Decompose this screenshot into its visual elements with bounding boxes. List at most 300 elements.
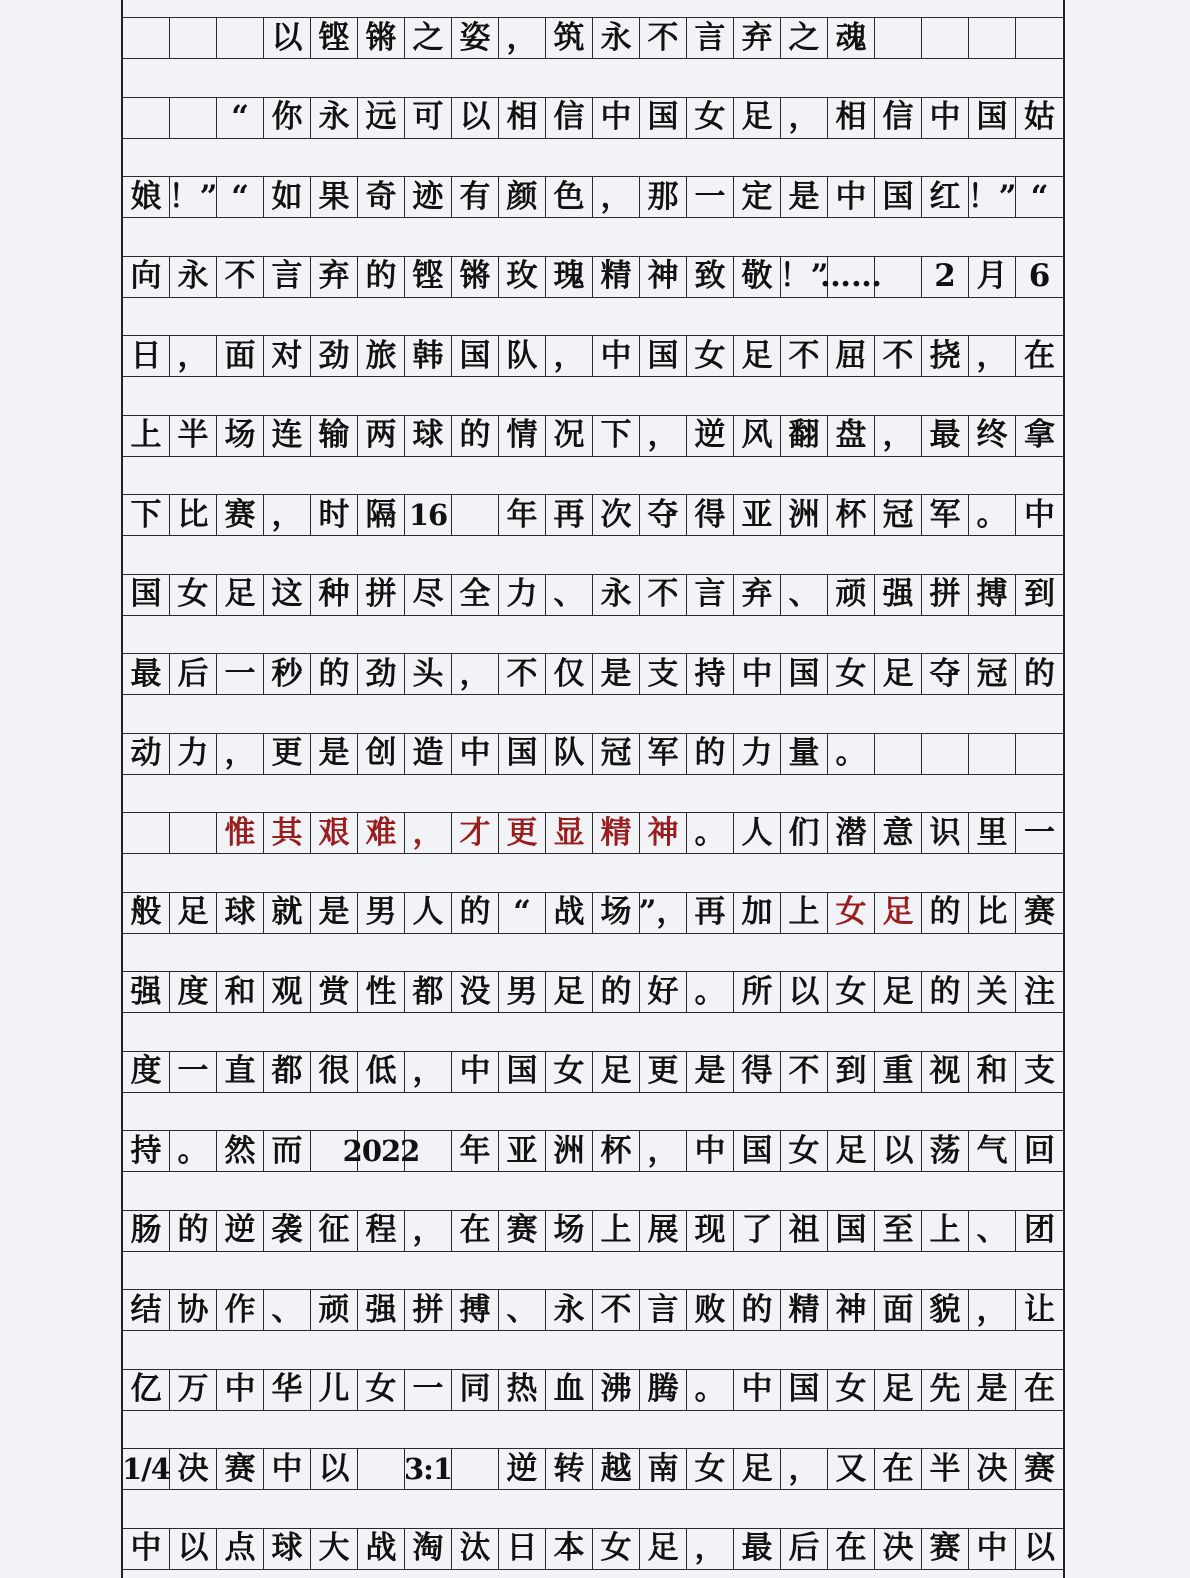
grid-cell: …… <box>828 257 875 297</box>
grid-cell: 弃 <box>311 257 358 297</box>
grid-cell: ， <box>499 18 546 58</box>
grid-cell: 创 <box>358 734 405 774</box>
grid-cell: 不 <box>640 575 687 615</box>
grid-cell: 杯 <box>828 495 875 535</box>
grid-cell: 女 <box>687 1449 734 1489</box>
grid-cell <box>123 813 170 853</box>
grid-cell: 两 <box>358 416 405 456</box>
grid-cell: 冠 <box>875 495 922 535</box>
grid-cell <box>969 734 1016 774</box>
grid-cell: 亚 <box>734 495 781 535</box>
grid-cell: 量 <box>781 734 828 774</box>
grid-cell: 足 <box>734 98 781 138</box>
grid-cell: 16 <box>405 495 452 535</box>
grid-cell: 搏 <box>452 1290 499 1330</box>
grid-cell: 强 <box>123 972 170 1012</box>
grid-cell: 国 <box>781 1370 828 1410</box>
grid-cell: 腾 <box>640 1370 687 1410</box>
grid-cell: 拿 <box>1024 417 1055 453</box>
grid-cell: 半 <box>922 1449 969 1489</box>
grid-cell: 年 <box>452 1131 499 1171</box>
grid-cell: 、 <box>781 575 828 615</box>
grid-cell: 华 <box>264 1370 311 1410</box>
grid-cell: 顽 <box>828 575 875 615</box>
grid-row <box>123 335 1063 377</box>
grid-cell: 输 <box>311 416 358 456</box>
grid-cell: 在 <box>1024 1371 1055 1407</box>
grid-cell: 神 <box>640 813 687 853</box>
grid-cell: 足 <box>875 972 922 1012</box>
grid-cell: 言 <box>687 18 734 58</box>
grid-cell: 种 <box>311 575 358 615</box>
grid-cell: 在 <box>1024 337 1055 374</box>
grid-cell: 程 <box>358 1211 405 1251</box>
grid-cell: 月 <box>969 257 1016 297</box>
grid-cell: 劲 <box>311 336 358 376</box>
grid-cell: 然 <box>217 1131 264 1171</box>
grid-cell: 、 <box>264 1290 311 1330</box>
grid-cell: 年 <box>499 495 546 535</box>
grid-cell: 国 <box>499 1052 546 1092</box>
grid-cell: 赛 <box>217 495 264 535</box>
grid-cell: 所 <box>734 972 781 1012</box>
grid-cell: 。 <box>687 1370 734 1410</box>
grid-cell: 中 <box>922 98 969 138</box>
grid-cell: 顽 <box>311 1290 358 1330</box>
grid-cell: 姑 <box>1024 99 1055 135</box>
grid-cell: 中 <box>687 1131 734 1171</box>
grid-cell: 以 <box>1024 1530 1055 1566</box>
grid-cell: 不 <box>781 1052 828 1092</box>
grid-cell: 的 <box>170 1211 217 1251</box>
grid-cell: 筑 <box>546 18 593 58</box>
grid-cell: 很 <box>311 1052 358 1092</box>
grid-cell <box>452 495 499 535</box>
grid-cell: 逆 <box>687 416 734 456</box>
grid-cell: 加 <box>734 893 781 933</box>
grid-cell: ， <box>640 416 687 456</box>
grid-cell: 颜 <box>499 177 546 217</box>
grid-cell: 足 <box>593 1052 640 1092</box>
grid-cell: 以 <box>264 18 311 58</box>
grid-cell: ， <box>969 1290 1016 1330</box>
grid-cell: 转 <box>546 1449 593 1489</box>
grid-cell: 玫 <box>499 257 546 297</box>
grid-cell: 相 <box>499 98 546 138</box>
grid-cell: 娘 <box>123 177 170 217</box>
grid-cell: ， <box>546 336 593 376</box>
grid-cell: 挠 <box>922 336 969 376</box>
grid-cell: 仅 <box>546 654 593 694</box>
grid-cell: 是 <box>593 654 640 694</box>
grid-cell: 国 <box>640 98 687 138</box>
grid-cell: 足 <box>875 893 922 933</box>
grid-cell: 中 <box>593 336 640 376</box>
grid-cell: 赛 <box>1024 1450 1055 1487</box>
grid-cell: 洲 <box>781 495 828 535</box>
grid-cell: 是 <box>311 893 358 933</box>
grid-cell: 在 <box>875 1449 922 1489</box>
grid-cell: 本 <box>546 1529 593 1569</box>
grid-cell: 锵 <box>452 257 499 297</box>
grid-cell: 足 <box>734 1449 781 1489</box>
grid-cell: 中 <box>217 1370 264 1410</box>
grid-cell: 中 <box>452 734 499 774</box>
grid-cell <box>875 257 922 297</box>
grid-cell: 荡 <box>922 1131 969 1171</box>
grid-cell <box>170 18 217 58</box>
grid-cell: ！” <box>781 257 828 297</box>
grid-cell: 况 <box>546 416 593 456</box>
grid-cell: 的 <box>311 654 358 694</box>
grid-cell: 是 <box>781 177 828 217</box>
grid-cell: 先 <box>922 1370 969 1410</box>
grid-cell <box>1016 734 1063 774</box>
grid-cell: 夺 <box>922 654 969 694</box>
grid-cell: 上 <box>123 416 170 456</box>
grid-row <box>123 1369 1063 1411</box>
grid-cell: 亿 <box>123 1370 170 1410</box>
grid-cell: 更 <box>640 1052 687 1092</box>
grid-cell: 貌 <box>922 1290 969 1330</box>
grid-cell: 姿 <box>452 18 499 58</box>
grid-cell: 拼 <box>358 575 405 615</box>
grid-cell <box>358 1449 405 1489</box>
grid-cell: 低 <box>358 1052 405 1092</box>
grid-row <box>123 812 1063 854</box>
grid-cell: 力 <box>499 575 546 615</box>
grid-cell: 的 <box>734 1290 781 1330</box>
grid-cell: 是 <box>969 1370 1016 1410</box>
grid-cell: 没 <box>452 972 499 1012</box>
grid-cell: 3:1 <box>405 1449 452 1489</box>
grid-cell: 观 <box>264 972 311 1012</box>
grid-cell: 国 <box>640 336 687 376</box>
grid-cell: 热 <box>499 1370 546 1410</box>
grid-cell: 锵 <box>358 18 405 58</box>
grid-cell: 国 <box>969 98 1016 138</box>
grid-cell: 比 <box>969 893 1016 933</box>
grid-cell: 而 <box>264 1131 311 1171</box>
grid-cell: “ <box>217 177 264 217</box>
grid-cell: ， <box>405 1052 452 1092</box>
grid-cell: 以 <box>781 972 828 1012</box>
grid-cell: 支 <box>640 654 687 694</box>
grid-cell: ”， <box>640 893 687 933</box>
grid-cell: 里 <box>969 813 1016 853</box>
grid-cell: 更 <box>499 813 546 853</box>
grid-cell: 显 <box>546 813 593 853</box>
grid-cell: 的 <box>1024 655 1055 692</box>
grid-cell: 足 <box>170 893 217 933</box>
grid-cell: 永 <box>593 575 640 615</box>
grid-cell: 赏 <box>311 972 358 1012</box>
grid-cell: 度 <box>170 972 217 1012</box>
grid-cell: 肠 <box>123 1211 170 1251</box>
grid-cell: 以 <box>875 1131 922 1171</box>
grid-cell: 足 <box>875 654 922 694</box>
grid-cell: 足 <box>217 575 264 615</box>
grid-cell: 强 <box>358 1290 405 1330</box>
grid-cell: 造 <box>405 734 452 774</box>
grid-cell: 永 <box>170 257 217 297</box>
grid-cell: 女 <box>687 336 734 376</box>
grid-cell: 的 <box>687 734 734 774</box>
grid-cell: 面 <box>217 336 264 376</box>
grid-cell: “ <box>1030 178 1049 215</box>
grid-cell: ， <box>593 177 640 217</box>
grid-cell: 不 <box>499 654 546 694</box>
grid-row <box>123 1448 1063 1490</box>
grid-cell: 是 <box>687 1052 734 1092</box>
grid-cell: 场 <box>546 1211 593 1251</box>
grid-cell: 关 <box>969 972 1016 1012</box>
grid-row <box>123 1051 1063 1093</box>
grid-cell: 的 <box>922 972 969 1012</box>
grid-cell: 。 <box>828 734 875 774</box>
grid-cell: 中 <box>734 1370 781 1410</box>
grid-cell: 信 <box>546 98 593 138</box>
grid-cell: 色 <box>546 177 593 217</box>
grid-cell: 中 <box>123 1529 170 1569</box>
grid-cell: 中 <box>452 1052 499 1092</box>
grid-row <box>123 17 1063 59</box>
grid-row <box>123 574 1063 616</box>
grid-cell: 铿 <box>311 18 358 58</box>
grid-cell <box>452 1449 499 1489</box>
grid-cell: 再 <box>687 893 734 933</box>
grid-cell: 球 <box>405 416 452 456</box>
grid-cell: 般 <box>123 893 170 933</box>
grid-cell: 强 <box>875 575 922 615</box>
grid-cell: 翻 <box>781 416 828 456</box>
grid-cell: 那 <box>640 177 687 217</box>
grid-cell <box>405 1131 452 1171</box>
grid-cell: 足 <box>875 1370 922 1410</box>
grid-cell: 2 <box>922 257 969 297</box>
grid-cell: 不 <box>875 336 922 376</box>
grid-cell: 人 <box>734 813 781 853</box>
grid-cell <box>922 18 969 58</box>
grid-cell: ， <box>405 813 452 853</box>
grid-cell: 军 <box>922 495 969 535</box>
grid-cell: 日 <box>499 1529 546 1569</box>
grid-cell: ， <box>405 1211 452 1251</box>
grid-cell: 性 <box>358 972 405 1012</box>
grid-cell: 弃 <box>734 575 781 615</box>
grid-cell: 征 <box>311 1211 358 1251</box>
grid-cell: 致 <box>687 257 734 297</box>
grid-cell: 冠 <box>969 654 1016 694</box>
grid-cell <box>969 18 1016 58</box>
grid-cell: 足 <box>828 1131 875 1171</box>
grid-cell: ， <box>969 336 1016 376</box>
grid-cell: 一 <box>405 1370 452 1410</box>
grid-cell: 一 <box>687 177 734 217</box>
grid-cell: 时 <box>311 495 358 535</box>
grid-cell: 女 <box>687 98 734 138</box>
grid-cell: 袭 <box>264 1211 311 1251</box>
grid-cell: 的 <box>452 416 499 456</box>
grid-cell: 国 <box>828 1211 875 1251</box>
grid-cell: 这 <box>264 575 311 615</box>
grid-cell: 、 <box>546 575 593 615</box>
grid-cell: 球 <box>217 893 264 933</box>
grid-cell: ， <box>452 654 499 694</box>
grid-cell: 女 <box>358 1370 405 1410</box>
grid-cell: 女 <box>828 1370 875 1410</box>
grid-cell: 国 <box>499 734 546 774</box>
grid-cell: 逆 <box>499 1449 546 1489</box>
grid-cell: 在 <box>452 1211 499 1251</box>
grid-cell: 神 <box>640 257 687 297</box>
grid-cell: 都 <box>264 1052 311 1092</box>
grid-cell: 得 <box>734 1052 781 1092</box>
grid-cell: 1/4 <box>123 1449 170 1489</box>
grid-cell: 弃 <box>734 18 781 58</box>
grid-cell: 国 <box>123 575 170 615</box>
grid-cell: 点 <box>217 1529 264 1569</box>
grid-cell: 中 <box>593 98 640 138</box>
grid-cell: 识 <box>922 813 969 853</box>
grid-cell: 国 <box>781 654 828 694</box>
grid-cell: 女 <box>781 1131 828 1171</box>
grid-cell: 上 <box>593 1211 640 1251</box>
grid-cell <box>217 18 264 58</box>
grid-cell: 军 <box>640 734 687 774</box>
grid-cell: 的 <box>452 893 499 933</box>
grid-cell: 一 <box>1024 814 1055 851</box>
grid-cell: 持 <box>123 1131 170 1171</box>
grid-cell: 以 <box>452 98 499 138</box>
grid-cell: 都 <box>405 972 452 1012</box>
grid-cell: 中 <box>264 1449 311 1489</box>
grid-cell: 以 <box>311 1449 358 1489</box>
grid-cell: 搏 <box>969 575 1016 615</box>
grid-cell: 赛 <box>499 1211 546 1251</box>
grid-cell: 隔 <box>358 495 405 535</box>
grid-cell: 言 <box>687 575 734 615</box>
grid-cell: 支 <box>1024 1053 1055 1089</box>
grid-cell: 队 <box>546 734 593 774</box>
grid-cell: 迹 <box>405 177 452 217</box>
grid-row <box>123 1130 1063 1172</box>
grid-cell: 如 <box>264 177 311 217</box>
grid-cell: ， <box>217 734 264 774</box>
grid-cell: 。 <box>687 813 734 853</box>
grid-cell: 后 <box>781 1529 828 1569</box>
grid-cell: 永 <box>546 1290 593 1330</box>
grid-cell: ！” <box>969 177 1016 217</box>
grid-cell <box>170 98 217 138</box>
grid-cell: 又 <box>828 1449 875 1489</box>
grid-cell: 永 <box>311 98 358 138</box>
grid-cell: 最 <box>922 416 969 456</box>
grid-cell: 赛 <box>217 1449 264 1489</box>
grid-cell: 中 <box>969 1529 1016 1569</box>
grid-row <box>123 653 1063 695</box>
grid-cell: ， <box>264 495 311 535</box>
grid-cell <box>922 734 969 774</box>
grid-cell: 面 <box>875 1290 922 1330</box>
grid-cell: ， <box>170 336 217 376</box>
grid-cell <box>875 734 922 774</box>
grid-cell: 和 <box>969 1052 1016 1092</box>
grid-cell: 足 <box>546 972 593 1012</box>
grid-cell: “ <box>217 98 264 138</box>
grid-cell: 后 <box>170 654 217 694</box>
grid-row <box>123 1210 1063 1252</box>
grid-cell: 下 <box>593 416 640 456</box>
grid-cell: “ <box>499 893 546 933</box>
grid-cell: 中 <box>828 177 875 217</box>
grid-cell: 果 <box>311 177 358 217</box>
grid-row <box>123 415 1063 457</box>
grid-cell: 向 <box>123 257 170 297</box>
grid-cell: 冠 <box>593 734 640 774</box>
writing-grid-sheet <box>121 0 1065 1578</box>
grid-cell: 球 <box>264 1529 311 1569</box>
grid-cell: 连 <box>264 416 311 456</box>
grid-cell: 淘 <box>405 1529 452 1569</box>
grid-cell: 汰 <box>452 1529 499 1569</box>
grid-cell: 到 <box>828 1052 875 1092</box>
grid-cell: 最 <box>123 654 170 694</box>
grid-cell: 度 <box>123 1052 170 1092</box>
grid-cell: 视 <box>922 1052 969 1092</box>
grid-cell: 。 <box>170 1131 217 1171</box>
grid-cell: 一 <box>217 654 264 694</box>
grid-cell: 和 <box>217 972 264 1012</box>
grid-cell: 力 <box>170 734 217 774</box>
grid-cell: 足 <box>734 336 781 376</box>
grid-cell: 现 <box>687 1211 734 1251</box>
grid-cell: 女 <box>828 972 875 1012</box>
grid-cell: 就 <box>264 893 311 933</box>
grid-cell: 在 <box>828 1529 875 1569</box>
grid-cell: 男 <box>358 893 405 933</box>
grid-cell: 万 <box>170 1370 217 1410</box>
grid-cell: 赛 <box>1024 894 1055 930</box>
grid-cell: 的 <box>922 893 969 933</box>
grid-cell: 铿 <box>405 257 452 297</box>
grid-cell: 之 <box>405 18 452 58</box>
grid-cell: 中 <box>734 654 781 694</box>
grid-cell: 人 <box>405 893 452 933</box>
grid-cell: 场 <box>593 893 640 933</box>
grid-cell: 精 <box>781 1290 828 1330</box>
grid-cell: 可 <box>405 98 452 138</box>
grid-row <box>123 494 1063 536</box>
grid-cell: 们 <box>781 813 828 853</box>
grid-cell: 红 <box>922 177 969 217</box>
grid-cell: 2022 <box>358 1131 405 1171</box>
grid-cell: 不 <box>593 1290 640 1330</box>
grid-cell: 协 <box>170 1290 217 1330</box>
grid-cell: 远 <box>358 98 405 138</box>
grid-cell: 场 <box>217 416 264 456</box>
grid-cell: ， <box>875 416 922 456</box>
grid-cell: 让 <box>1024 1291 1055 1328</box>
grid-cell: 不 <box>781 336 828 376</box>
grid-cell: 杯 <box>593 1131 640 1171</box>
grid-cell: ， <box>640 1131 687 1171</box>
grid-cell: 足 <box>640 1529 687 1569</box>
grid-cell: 南 <box>640 1449 687 1489</box>
grid-cell: 战 <box>358 1529 405 1569</box>
grid-cell: 到 <box>1024 576 1055 612</box>
grid-cell: 之 <box>781 18 828 58</box>
